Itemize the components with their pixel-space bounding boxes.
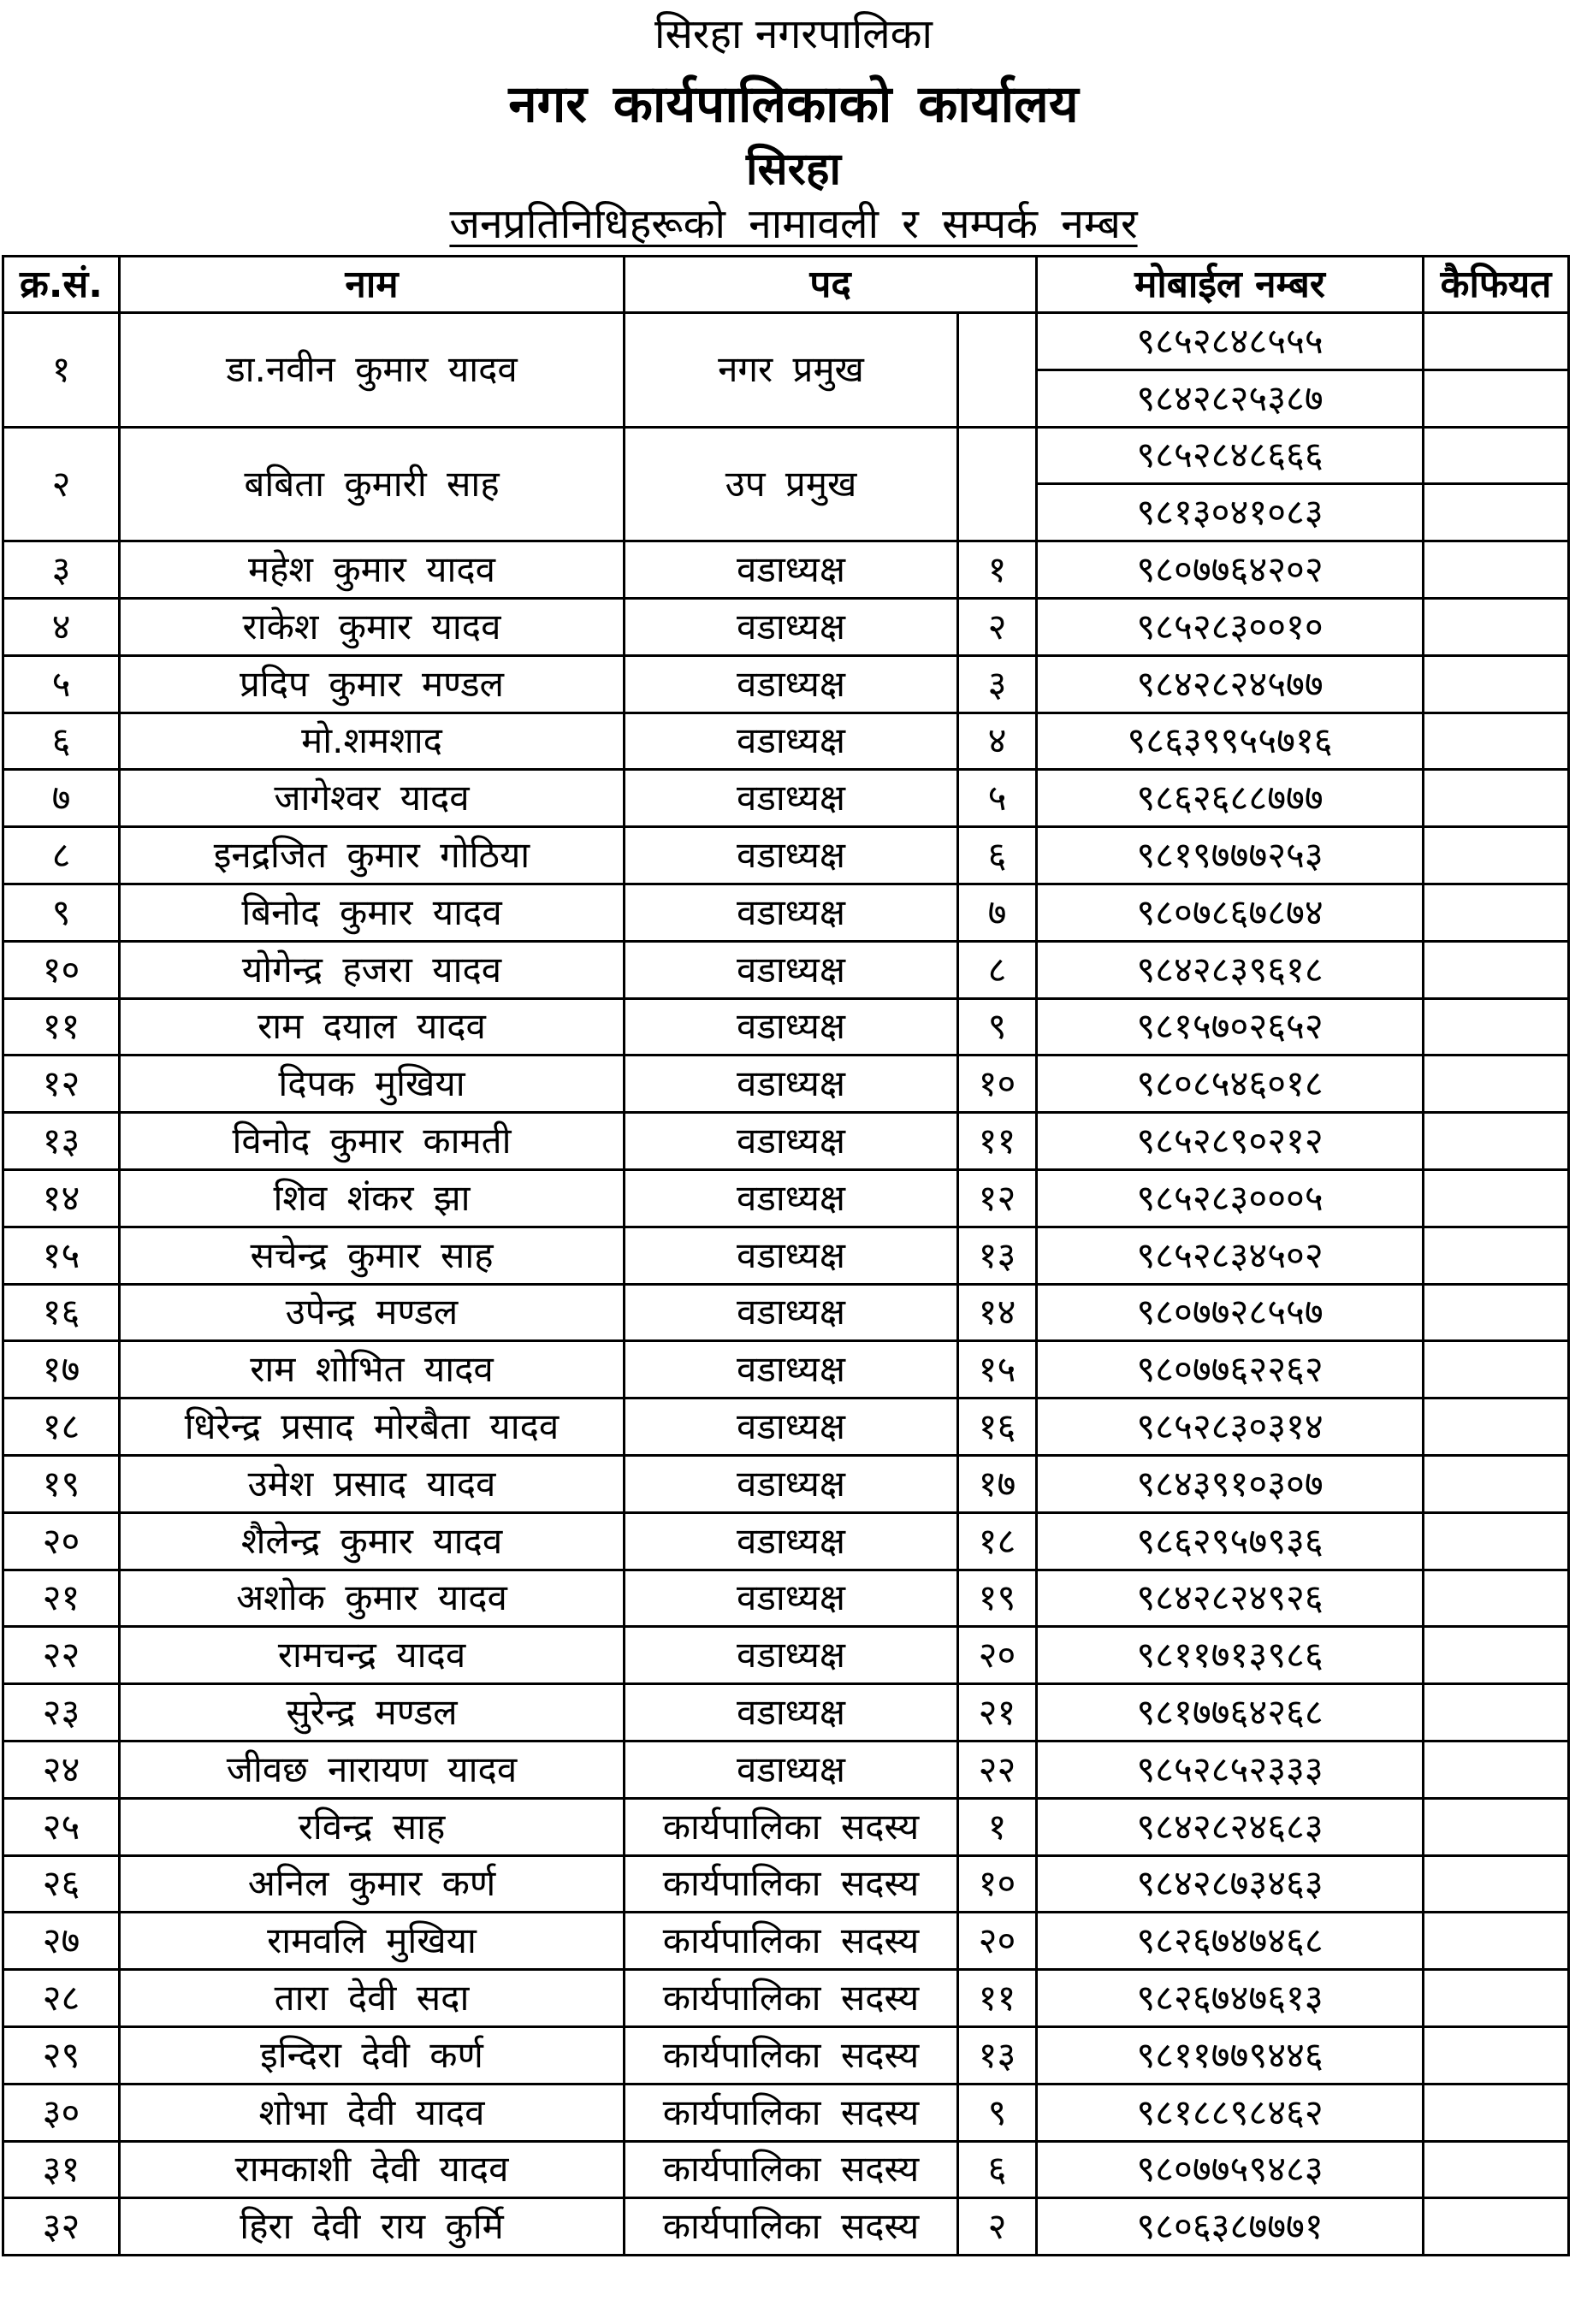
name-cell: जीवछ नारायण यादव [120, 1741, 625, 1798]
remarks-cell [1424, 484, 1569, 541]
mobile-cell: ९८५२८३४५०२ [1037, 1227, 1424, 1284]
remarks-cell [1424, 598, 1569, 655]
name-cell: राकेश कुमार यादव [120, 598, 625, 655]
serial-number-cell: १२ [3, 1056, 120, 1113]
table-body [3, 313, 1569, 2256]
remarks-cell [1424, 1855, 1569, 1913]
serial-number-cell: १७ [3, 1341, 120, 1399]
ward-cell: १८ [958, 1512, 1037, 1570]
table-row [3, 1970, 1569, 2027]
mobile-cell: ९८४२८३९६१८ [1037, 941, 1424, 998]
serial-number-cell: ३० [3, 2084, 120, 2141]
table-row [3, 1399, 1569, 1456]
office-location: सिरहा [746, 144, 841, 195]
table-row [3, 1684, 1569, 1742]
remarks-cell [1424, 770, 1569, 827]
name-cell: मो.शमशाद [120, 713, 625, 770]
mobile-cell: ९८०७७२८५५७ [1037, 1284, 1424, 1341]
post-cell: वडाध्यक्ष [625, 827, 958, 884]
serial-number-cell: ३२ [3, 2198, 120, 2256]
table-row [3, 2141, 1569, 2198]
post-cell: कार्यपालिका सदस्य [625, 1970, 958, 2027]
remarks-cell [1424, 884, 1569, 941]
mobile-cell: ९८५२८४८६६६ [1037, 427, 1424, 484]
post-cell: वडाध्यक्ष [625, 1399, 958, 1456]
remarks-cell [1424, 1113, 1569, 1170]
mobile-cell: ९८५२८३०००५ [1037, 1169, 1424, 1227]
name-cell: बिनोद कुमार यादव [120, 884, 625, 941]
table-row [3, 2084, 1569, 2141]
mobile-cell: ९८६२९५७९३६ [1037, 1512, 1424, 1570]
mobile-cell: ९८५२८३०३१४ [1037, 1399, 1424, 1456]
name-cell: बबिता कुमारी साह [120, 427, 625, 541]
remarks-cell [1424, 1169, 1569, 1227]
mobile-cell: ९८४२८२४५७७ [1037, 655, 1424, 713]
name-cell: अनिल कुमार कर्ण [120, 1855, 625, 1913]
ward-cell: १२ [958, 1169, 1037, 1227]
name-cell: शिव शंकर झा [120, 1169, 625, 1227]
ward-cell: १७ [958, 1455, 1037, 1512]
table-row [3, 1056, 1569, 1113]
remarks-cell [1424, 1570, 1569, 1627]
table-row [3, 1455, 1569, 1512]
mobile-cell: ९८५२८४८५५५ [1037, 313, 1424, 370]
post-cell: कार्यपालिका सदस्य [625, 2026, 958, 2084]
name-cell: तारा देवी सदा [120, 1970, 625, 2027]
serial-number-cell: २ [3, 427, 120, 541]
ward-cell: ४ [958, 713, 1037, 770]
table-row [3, 655, 1569, 713]
ward-cell: १४ [958, 1284, 1037, 1341]
name-cell: विनोद कुमार कामती [120, 1113, 625, 1170]
name-cell: राम शोभित यादव [120, 1341, 625, 1399]
table-row [3, 313, 1569, 370]
post-cell: कार्यपालिका सदस्य [625, 2198, 958, 2256]
serial-number-cell: ९ [3, 884, 120, 941]
remarks-cell [1424, 1970, 1569, 2027]
serial-number-cell: ७ [3, 770, 120, 827]
mobile-cell: ९८५२८९०२१२ [1037, 1113, 1424, 1170]
mobile-cell: ९८१५७०२६५२ [1037, 998, 1424, 1056]
mobile-cell: ९८११७१३९८६ [1037, 1627, 1424, 1684]
ward-cell: ११ [958, 1970, 1037, 2027]
table-row [3, 1741, 1569, 1798]
remarks-cell [1424, 713, 1569, 770]
serial-number-cell: २५ [3, 1798, 120, 1855]
remarks-cell [1424, 1798, 1569, 1855]
name-cell: उमेश प्रसाद यादव [120, 1455, 625, 1512]
table-row [3, 2026, 1569, 2084]
post-cell: वडाध्यक्ष [625, 598, 958, 655]
name-cell: अशोक कुमार यादव [120, 1570, 625, 1627]
remarks-cell [1424, 427, 1569, 484]
serial-number-cell: २१ [3, 1570, 120, 1627]
ward-cell: १ [958, 1798, 1037, 1855]
ward-cell: ८ [958, 941, 1037, 998]
name-cell: राम दयाल यादव [120, 998, 625, 1056]
name-cell: डा.नवीन कुमार यादव [120, 313, 625, 428]
name-cell: सचेन्द्र कुमार साह [120, 1227, 625, 1284]
name-cell: उपेन्द्र मण्डल [120, 1284, 625, 1341]
remarks-cell [1424, 941, 1569, 998]
mobile-cell: ९८४२८२४६८३ [1037, 1798, 1424, 1855]
name-cell: शोभा देवी यादव [120, 2084, 625, 2141]
table-row [3, 1627, 1569, 1684]
table-row [3, 1227, 1569, 1284]
ward-cell: १३ [958, 2026, 1037, 2084]
serial-number-cell: ६ [3, 713, 120, 770]
mobile-cell: ९८१९७७७२५३ [1037, 827, 1424, 884]
post-cell: वडाध्यक्ष [625, 1341, 958, 1399]
remarks-cell [1424, 2026, 1569, 2084]
mobile-cell: ९८११७७९४४६ [1037, 2026, 1424, 2084]
name-cell: रामचन्द्र यादव [120, 1627, 625, 1684]
name-cell: दिपक मुखिया [120, 1056, 625, 1113]
name-cell: रामवलि मुखिया [120, 1913, 625, 1970]
ward-cell: १३ [958, 1227, 1037, 1284]
post-cell: वडाध्यक्ष [625, 998, 958, 1056]
mobile-cell: ९८०७७६४२०२ [1037, 541, 1424, 599]
remarks-cell [1424, 1512, 1569, 1570]
post-cell: वडाध्यक्ष [625, 541, 958, 599]
post-cell: कार्यपालिका सदस्य [625, 2141, 958, 2198]
name-cell: जागेश्वर यादव [120, 770, 625, 827]
mobile-cell: ९८५२८३००१० [1037, 598, 1424, 655]
ward-cell: २० [958, 1913, 1037, 1970]
representatives-table [2, 255, 1570, 2256]
serial-number-cell: १८ [3, 1399, 120, 1456]
remarks-cell [1424, 998, 1569, 1056]
mobile-cell: ९८४२८२४९२६ [1037, 1570, 1424, 1627]
table-row [3, 998, 1569, 1056]
post-cell: उप प्रमुख [625, 427, 958, 541]
mobile-cell: ९८०७७५९४८३ [1037, 2141, 1424, 2198]
ward-cell: ९ [958, 998, 1037, 1056]
remarks-cell [1424, 1627, 1569, 1684]
table-row [3, 884, 1569, 941]
serial-number-cell: १४ [3, 1169, 120, 1227]
ward-cell: २१ [958, 1684, 1037, 1742]
mobile-cell: ९८०८५४६०१८ [1037, 1056, 1424, 1113]
table-row [3, 1913, 1569, 1970]
table-row [3, 941, 1569, 998]
ward-cell: ६ [958, 827, 1037, 884]
remarks-cell [1424, 2141, 1569, 2198]
serial-number-cell: १३ [3, 1113, 120, 1170]
post-cell: वडाध्यक्ष [625, 1570, 958, 1627]
mobile-cell: ९८२६७४७४६८ [1037, 1913, 1424, 1970]
serial-number-cell: २२ [3, 1627, 120, 1684]
mobile-cell: ९८०७८६७८७४ [1037, 884, 1424, 941]
remarks-cell [1424, 655, 1569, 713]
post-cell: कार्यपालिका सदस्य [625, 1855, 958, 1913]
ward-cell: २ [958, 598, 1037, 655]
ward-cell: ६ [958, 2141, 1037, 2198]
serial-number-cell: १० [3, 941, 120, 998]
serial-number-cell: २९ [3, 2026, 120, 2084]
name-cell: इन्दिरा देवी कर्ण [120, 2026, 625, 2084]
mobile-cell: ९८४३९१०३०७ [1037, 1455, 1424, 1512]
remarks-cell [1424, 827, 1569, 884]
ward-cell: २२ [958, 1741, 1037, 1798]
header-mobile: मोबाईल नम्बर [1037, 257, 1424, 313]
mobile-cell: ९८१८८९८४६२ [1037, 2084, 1424, 2141]
mobile-cell: ९८४२८७३४६३ [1037, 1855, 1424, 1913]
ward-cell: ९ [958, 2084, 1037, 2141]
name-cell: प्रदिप कुमार मण्डल [120, 655, 625, 713]
serial-number-cell: २६ [3, 1855, 120, 1913]
serial-number-cell: ११ [3, 998, 120, 1056]
mobile-cell: ९८०६३८७७७१ [1037, 2198, 1424, 2256]
serial-number-cell: १६ [3, 1284, 120, 1341]
remarks-cell [1424, 1741, 1569, 1798]
remarks-cell [1424, 1341, 1569, 1399]
post-cell: वडाध्यक्ष [625, 770, 958, 827]
table-row [3, 770, 1569, 827]
table-row [3, 1169, 1569, 1227]
table-row [3, 1855, 1569, 1913]
table-row [3, 427, 1569, 484]
table-row [3, 827, 1569, 884]
post-cell: वडाध्यक्ष [625, 1512, 958, 1570]
mobile-cell: ९८१३०४१०८३ [1037, 484, 1424, 541]
serial-number-cell: २३ [3, 1684, 120, 1742]
ward-cell [958, 313, 1037, 428]
post-cell: वडाध्यक्ष [625, 1684, 958, 1742]
name-cell: महेश कुमार यादव [120, 541, 625, 599]
serial-number-cell: २४ [3, 1741, 120, 1798]
table-row [3, 713, 1569, 770]
header-remarks: कैफियत [1424, 257, 1569, 313]
post-cell: वडाध्यक्ष [625, 1455, 958, 1512]
mobile-cell: ९८०७७६२२६२ [1037, 1341, 1424, 1399]
ward-cell: २ [958, 2198, 1037, 2256]
office-title: नगर कार्यपालिकाको कार्यालय [508, 74, 1079, 134]
name-cell: रामकाशी देवी यादव [120, 2141, 625, 2198]
table-row [3, 2198, 1569, 2256]
post-cell: वडाध्यक्ष [625, 1056, 958, 1113]
header-serial-number: क्र.सं. [3, 257, 120, 313]
header-name: नाम [120, 257, 625, 313]
table-row [3, 541, 1569, 599]
table-header-row [3, 257, 1569, 313]
post-cell: वडाध्यक्ष [625, 1113, 958, 1170]
post-cell: वडाध्यक्ष [625, 1627, 958, 1684]
name-cell: रविन्द्र साह [120, 1798, 625, 1855]
post-cell: वडाध्यक्ष [625, 1169, 958, 1227]
serial-number-cell: ८ [3, 827, 120, 884]
remarks-cell [1424, 1399, 1569, 1456]
serial-number-cell: ४ [3, 598, 120, 655]
serial-number-cell: २० [3, 1512, 120, 1570]
mobile-cell: ९८५२८५२३३३ [1037, 1741, 1424, 1798]
post-cell: वडाध्यक्ष [625, 1284, 958, 1341]
remarks-cell [1424, 2198, 1569, 2256]
name-cell: हिरा देवी राय कुर्मि [120, 2198, 625, 2256]
name-cell: शैलेन्द्र कुमार यादव [120, 1512, 625, 1570]
remarks-cell [1424, 1056, 1569, 1113]
post-cell: वडाध्यक्ष [625, 941, 958, 998]
ward-cell: १ [958, 541, 1037, 599]
serial-number-cell: १९ [3, 1455, 120, 1512]
name-cell: योगेन्द्र हजरा यादव [120, 941, 625, 998]
ward-cell: २० [958, 1627, 1037, 1684]
table-row [3, 1570, 1569, 1627]
remarks-cell [1424, 2084, 1569, 2141]
remarks-cell [1424, 1684, 1569, 1742]
ward-cell: १६ [958, 1399, 1037, 1456]
table-row [3, 1798, 1569, 1855]
document-subtitle: जनप्रतिनिधिहरूको नामावली र सम्पर्क नम्बर [449, 200, 1138, 248]
remarks-cell [1424, 313, 1569, 370]
post-cell: वडाध्यक्ष [625, 884, 958, 941]
mobile-cell: ९८४२८२५३८७ [1037, 370, 1424, 427]
post-cell: वडाध्यक्ष [625, 1227, 958, 1284]
ward-cell: ७ [958, 884, 1037, 941]
post-cell: नगर प्रमुख [625, 313, 958, 428]
name-cell: धिरेन्द्र प्रसाद मोरबैता यादव [120, 1399, 625, 1456]
serial-number-cell: ३१ [3, 2141, 120, 2198]
post-cell: वडाध्यक्ष [625, 1741, 958, 1798]
serial-number-cell: ३ [3, 541, 120, 599]
ward-cell: १५ [958, 1341, 1037, 1399]
serial-number-cell: २७ [3, 1913, 120, 1970]
table-row [3, 1113, 1569, 1170]
ward-cell: १९ [958, 1570, 1037, 1627]
name-cell: इनद्रजित कुमार गोठिया [120, 827, 625, 884]
remarks-cell [1424, 1284, 1569, 1341]
post-cell: वडाध्यक्ष [625, 713, 958, 770]
mobile-cell: ९८१७७६४२६८ [1037, 1684, 1424, 1742]
serial-number-cell: ५ [3, 655, 120, 713]
post-cell: कार्यपालिका सदस्य [625, 1798, 958, 1855]
post-cell: वडाध्यक्ष [625, 655, 958, 713]
header-post: पद [625, 257, 1037, 313]
post-cell: कार्यपालिका सदस्य [625, 2084, 958, 2141]
mobile-cell: ९८६२६८८७७७ [1037, 770, 1424, 827]
serial-number-cell: १५ [3, 1227, 120, 1284]
remarks-cell [1424, 1227, 1569, 1284]
ward-cell: ३ [958, 655, 1037, 713]
remarks-cell [1424, 370, 1569, 427]
ward-cell [958, 427, 1037, 541]
serial-number-cell: २८ [3, 1970, 120, 2027]
ward-cell: ५ [958, 770, 1037, 827]
table-row [3, 1284, 1569, 1341]
document-subtitle-wrap [0, 195, 1587, 251]
ward-cell: ११ [958, 1113, 1037, 1170]
serial-number-cell: १ [3, 313, 120, 428]
table-row [3, 1341, 1569, 1399]
remarks-cell [1424, 1913, 1569, 1970]
name-cell: सुरेन्द्र मण्डल [120, 1684, 625, 1742]
mobile-cell: ९८६३९९५५७१६ [1037, 713, 1424, 770]
municipality-name: सिरहा नगरपालिका [654, 10, 933, 58]
ward-cell: १० [958, 1855, 1037, 1913]
ward-cell: १० [958, 1056, 1037, 1113]
remarks-cell [1424, 1455, 1569, 1512]
table-row [3, 598, 1569, 655]
mobile-cell: ९८२६७४७६१३ [1037, 1970, 1424, 2027]
table-row [3, 1512, 1569, 1570]
post-cell: कार्यपालिका सदस्य [625, 1913, 958, 1970]
remarks-cell [1424, 541, 1569, 599]
